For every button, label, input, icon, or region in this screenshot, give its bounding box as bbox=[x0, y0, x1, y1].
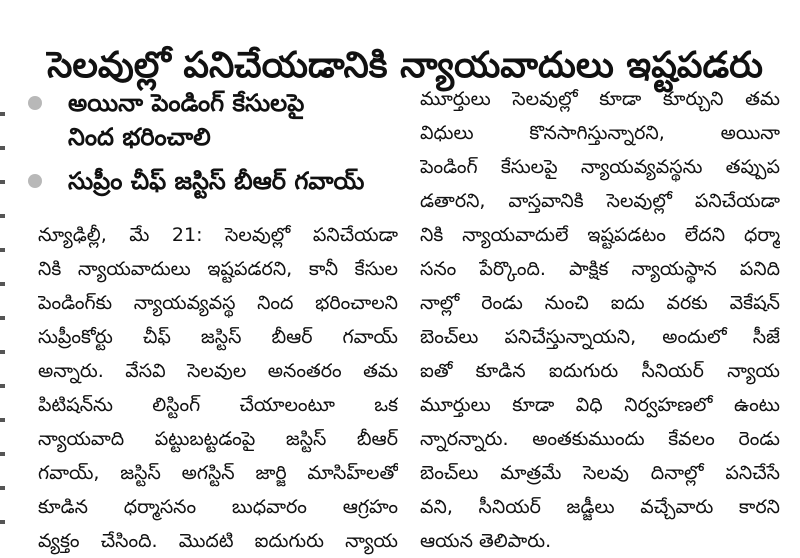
body-line: వ్యక్తం చేసింది. మొదటి ఐదుగురు న్యాయ bbox=[38, 530, 398, 552]
body-line: నికి న్యాయవాదులే ఇష్టపడటం లేదని ధర్మా bbox=[420, 224, 780, 246]
body-line: పిటిషన్‌ను లిస్టింగ్ చేయాలంటూ ఒక bbox=[38, 394, 398, 416]
body-line: బెంచ్‌లు పనిచేస్తున్నాయని, అందులో సీజే bbox=[420, 326, 780, 348]
body-line: పెండింగ్‌కు న్యాయవ్యవస్థ నింద భరించాలని bbox=[38, 292, 398, 314]
body-left-column bbox=[38, 218, 398, 558]
highlight-1-cont: నింద భరించాలి bbox=[68, 123, 211, 151]
body-line: ఆయన తెలిపారు. bbox=[420, 530, 552, 552]
body-line: నాల్లో రెండు నుంచి ఐదు వరకు వెకేషన్ bbox=[420, 292, 780, 314]
body-line: న్యూఢిల్లీ, మే 21: సెలవుల్లో పనిచేయడా bbox=[38, 224, 398, 246]
body-right-column bbox=[420, 82, 780, 558]
edge-bar bbox=[0, 82, 5, 552]
bullet-icon bbox=[28, 174, 42, 188]
headline: సెలవుల్లో పనిచేయడానికి న్యాయవాదులు ఇష్టపడరు bbox=[47, 45, 763, 87]
body-line: కూడిన ధర్మాసనం బుధవారం ఆగ్రహం bbox=[38, 496, 398, 518]
body-line: న్నారన్నారు. అంతకుముందు కేవలం రెండు bbox=[420, 428, 780, 450]
body-line: పెండింగ్ కేసులపై న్యాయవ్యవస్థను తప్పుప bbox=[420, 156, 780, 178]
highlight-1 bbox=[28, 86, 304, 120]
body-line: వని, సీనియర్ జడ్జీలు వచ్చేవారు కారని bbox=[420, 496, 780, 518]
body-line: సుప్రీంకోర్టు చీఫ్ జస్టిస్ బీఆర్ గవాయ్ bbox=[38, 326, 398, 348]
body-line: న్యాయవాది పట్టుబట్టడంపై జస్టిస్ బీఆర్ bbox=[38, 428, 398, 450]
highlight-2 bbox=[28, 164, 364, 198]
body-line: సనం పేర్కొంది. పాక్షిక న్యాయస్థాన పనిది bbox=[420, 258, 780, 280]
body-line: మూర్తులు కూడా విధి నిర్వహణలో ఉంటు bbox=[420, 394, 780, 416]
bullet-icon bbox=[28, 96, 42, 110]
body-line: విధులు కొనసాగిస్తున్నారని, అయినా bbox=[420, 122, 780, 144]
body-line: బెంచ్‌లు మాత్రమే సెలవు దినాల్లో పనిచేసే bbox=[420, 462, 780, 484]
body-line: నికి న్యాయవాదులు ఇష్టపడరని, కానీ కేసుల bbox=[38, 258, 398, 280]
highlight-1-text: అయినా పెండింగ్ కేసులపై bbox=[68, 89, 305, 117]
highlight-2-text: సుప్రీం చీఫ్ జస్టిస్ బీఆర్ గవాయ్ bbox=[68, 167, 365, 195]
body-line: డతారని, వాస్తవానికి సెలవుల్లో పనిచేయడా bbox=[420, 190, 780, 212]
body-line: అన్నారు. వేసవి సెలవుల అనంతరం తమ bbox=[38, 360, 398, 382]
body-line: మూర్తులు సెలవుల్లో కూడా కూర్చుని తమ bbox=[420, 88, 780, 110]
body-line: ఐతో కూడిన ఐదుగురు సీనియర్ న్యాయ bbox=[420, 360, 780, 382]
body-line: గవాయ్, జస్టిస్ అగస్టిన్ జార్జి మాసిహ్‌లతో bbox=[38, 462, 398, 484]
